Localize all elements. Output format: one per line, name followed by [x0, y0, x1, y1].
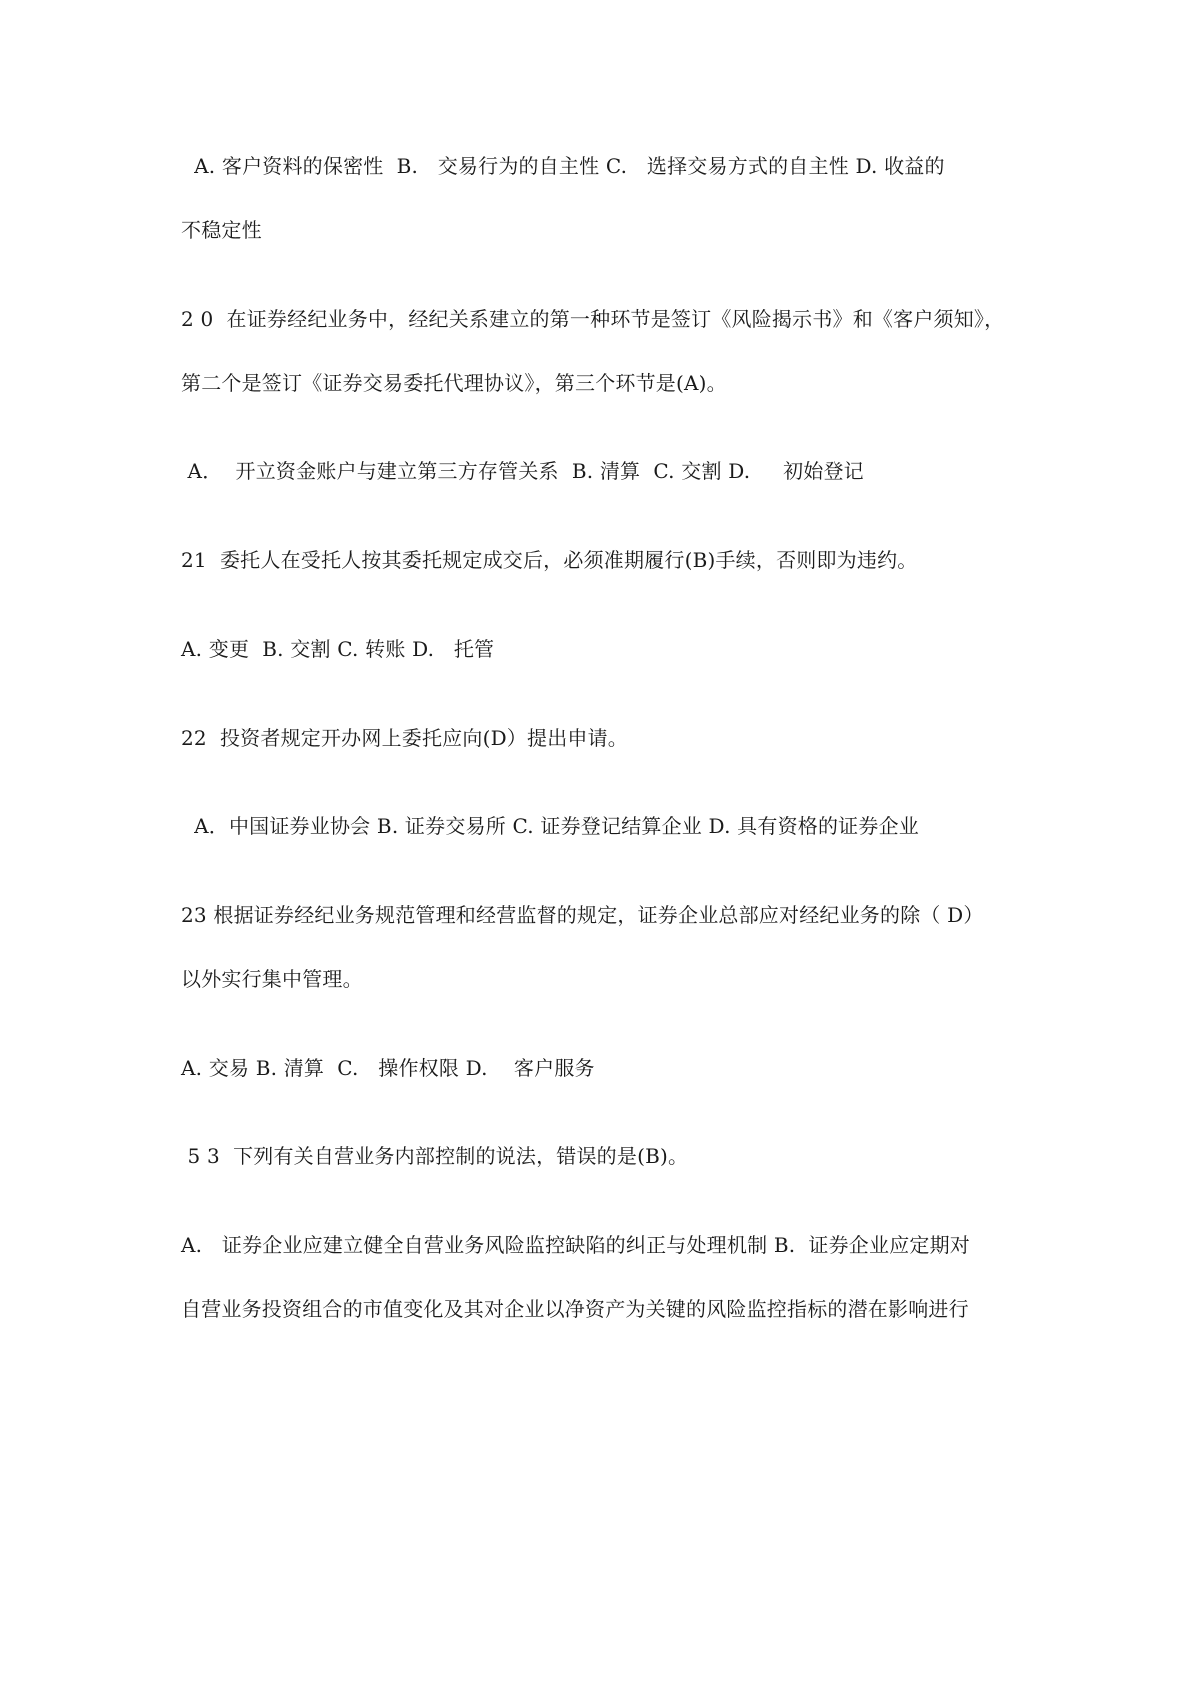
- text-line-q53: 5 3 下列有关自营业务内部控制的说法，错误的是(B)。: [181, 1144, 689, 1168]
- text-line-q19-options: A. 客户资料的保密性 B. 交易行为的自主性 C. 选择交易方式的自主性 D. 收益的: [181, 154, 945, 178]
- text-line-q53-options-cont: 自营业务投资组合的市值变化及其对企业以净资产为关键的风险监控指标的潜在影响进行: [181, 1297, 969, 1321]
- text-line-q23: 23 根据证券经纪业务规范管理和经营监督的规定，证券企业总部应对经纪业务的除（ D）: [181, 903, 984, 927]
- text-line-q22: 22 投资者规定开办网上委托应向(D）提出申请。: [181, 726, 629, 750]
- text-line-q20: 2 0 在证券经纪业务中，经纪关系建立的第一种环节是签订《风险揭示书》和《客户须知》，: [181, 307, 1005, 331]
- text-line-q22-options: A．中国证券业协会 B. 证券交易所 C. 证券登记结算企业 D. 具有资格的证券企业: [181, 814, 919, 838]
- text-line-q23-options: A. 交易 B. 清算 C. 操作权限 D. 客户服务: [181, 1056, 595, 1080]
- text-line-q19-options-cont: 不稳定性: [181, 218, 262, 242]
- text-line-q21-options: A. 变更 B. 交割 C. 转账 D. 托管: [181, 637, 495, 661]
- text-line-q20-cont: 第二个是签订《证券交易委托代理协议》，第三个环节是(A)。: [181, 371, 727, 395]
- text-line-q21: 21 委托人在受托人按其委托规定成交后，必须准期履行(B)手续，否则即为违约。: [181, 548, 918, 572]
- text-line-q53-options: A. 证券企业应建立健全自营业务风险监控缺陷的纠正与处理机制 B. 证券企业应定期对: [181, 1233, 970, 1257]
- text-line-q20-options: A． 开立资金账户与建立第三方存管关系 B. 清算 C. 交割 D. 初始登记: [181, 459, 864, 483]
- text-line-q23-cont: 以外实行集中管理。: [181, 967, 363, 991]
